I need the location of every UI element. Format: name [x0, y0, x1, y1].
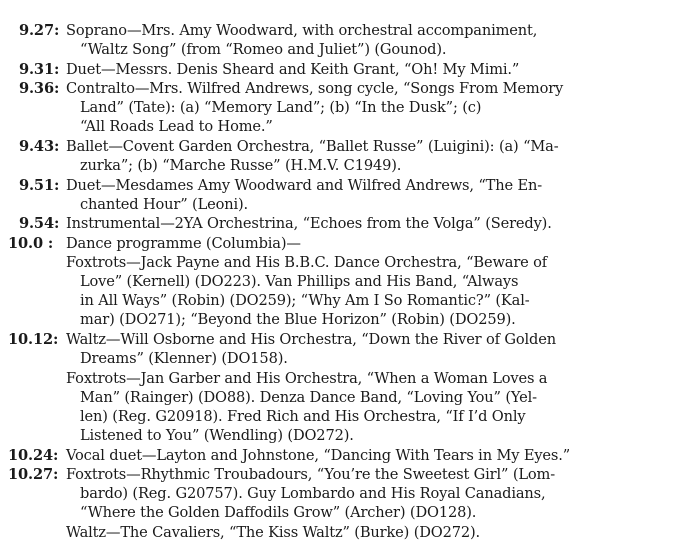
entry-text: Foxtrots—Jack Payne and His B.B.C. Dance Orchestra, “Beware of [66, 254, 548, 271]
entry-text: Ballet—Covent Garden Orchestra, “Ballet Russe” (Luigini): (a) “Ma- [66, 138, 559, 155]
entry-text: Soprano—Mrs. Amy Woodward, with orchestral accompaniment, [66, 22, 538, 39]
entry-time: 9.43: [19, 138, 60, 155]
entry-text: Duet—Mesdames Amy Woodward and Wilfred Andrews, “The En- [66, 177, 543, 194]
entry-text: “Where the Golden Daffodils Grow” (Archer) (DO128). [80, 504, 477, 521]
entry-text: Listened to You” (Wendling) (DO272). [80, 427, 354, 444]
entry-text: Waltz—The Cavaliers, “The Kiss Waltz” (Burke) (DO272). [66, 524, 481, 541]
entry-text: mar) (DO271); “Beyond the Blue Horizon” (Robin) (DO259). [80, 311, 516, 328]
entry-text: “Waltz Song” (from “Romeo and Juliet”) (Gounod). [80, 41, 447, 58]
entry-text: Instrumental—2YA Orchestrina, “Echoes from the Volga” (Seredy). [66, 215, 552, 232]
entry-text: Dreams” (Klenner) (DO158). [80, 350, 288, 367]
entry-time: 10.24: [8, 447, 59, 464]
entry-text: Contralto—Mrs. Wilfred Andrews, song cycle, “Songs From Memory [66, 80, 564, 97]
entry-time: 10.0 : [8, 235, 54, 252]
entry-time: 9.31: [19, 61, 60, 78]
entry-text: Land” (Tate): (a) “Memory Land”; (b) “In the Dusk”; (c) [80, 99, 482, 116]
entry-text: Duet—Messrs. Denis Sheard and Keith Grant, “Oh! My Mimi.” [66, 61, 520, 78]
entry-text: bardo) (Reg. G20757). Guy Lombardo and His Royal Canadians, [80, 485, 546, 502]
entry-text: Waltz—Will Osborne and His Orchestra, “Down the River of Golden [66, 331, 556, 348]
entry-text: zurka”; (b) “Marche Russe” (H.M.V. C1949). [80, 157, 402, 174]
entry-text: Foxtrots—Jan Garber and His Orchestra, “When a Woman Loves a [66, 370, 548, 387]
entry-text: chanted Hour” (Leoni). [80, 196, 249, 213]
entry-text: Dance programme (Columbia)— [66, 235, 301, 252]
entry-time: 9.27: [19, 22, 60, 39]
entry-time: 10.27: [8, 466, 59, 483]
entry-text: Foxtrots—Rhythmic Troubadours, “You’re the Sweetest Girl” (Lom- [66, 466, 556, 483]
entry-time: 10.12: [8, 331, 59, 348]
entry-text: Vocal duet—Layton and Johnstone, “Dancing With Tears in My Eyes.” [66, 447, 571, 464]
entry-text: Love” (Kernell) (DO223). Van Phillips and His Band, “Always [80, 273, 519, 290]
entry-text: in All Ways” (Robin) (DO259); “Why Am I So Romantic?” (Kal- [80, 292, 530, 309]
entry-text: len) (Reg. G20918). Fred Rich and His Orchestra, “If I’d Only [80, 408, 526, 425]
entry-text: Man” (Rainger) (DO88). Denza Dance Band, “Loving You” (Yel- [80, 389, 537, 406]
entry-text: “All Roads Lead to Home.” [80, 118, 273, 135]
entry-time: 9.54: [19, 215, 60, 232]
entry-time: 9.51: [19, 177, 60, 194]
entry-time: 9.36: [19, 80, 60, 97]
